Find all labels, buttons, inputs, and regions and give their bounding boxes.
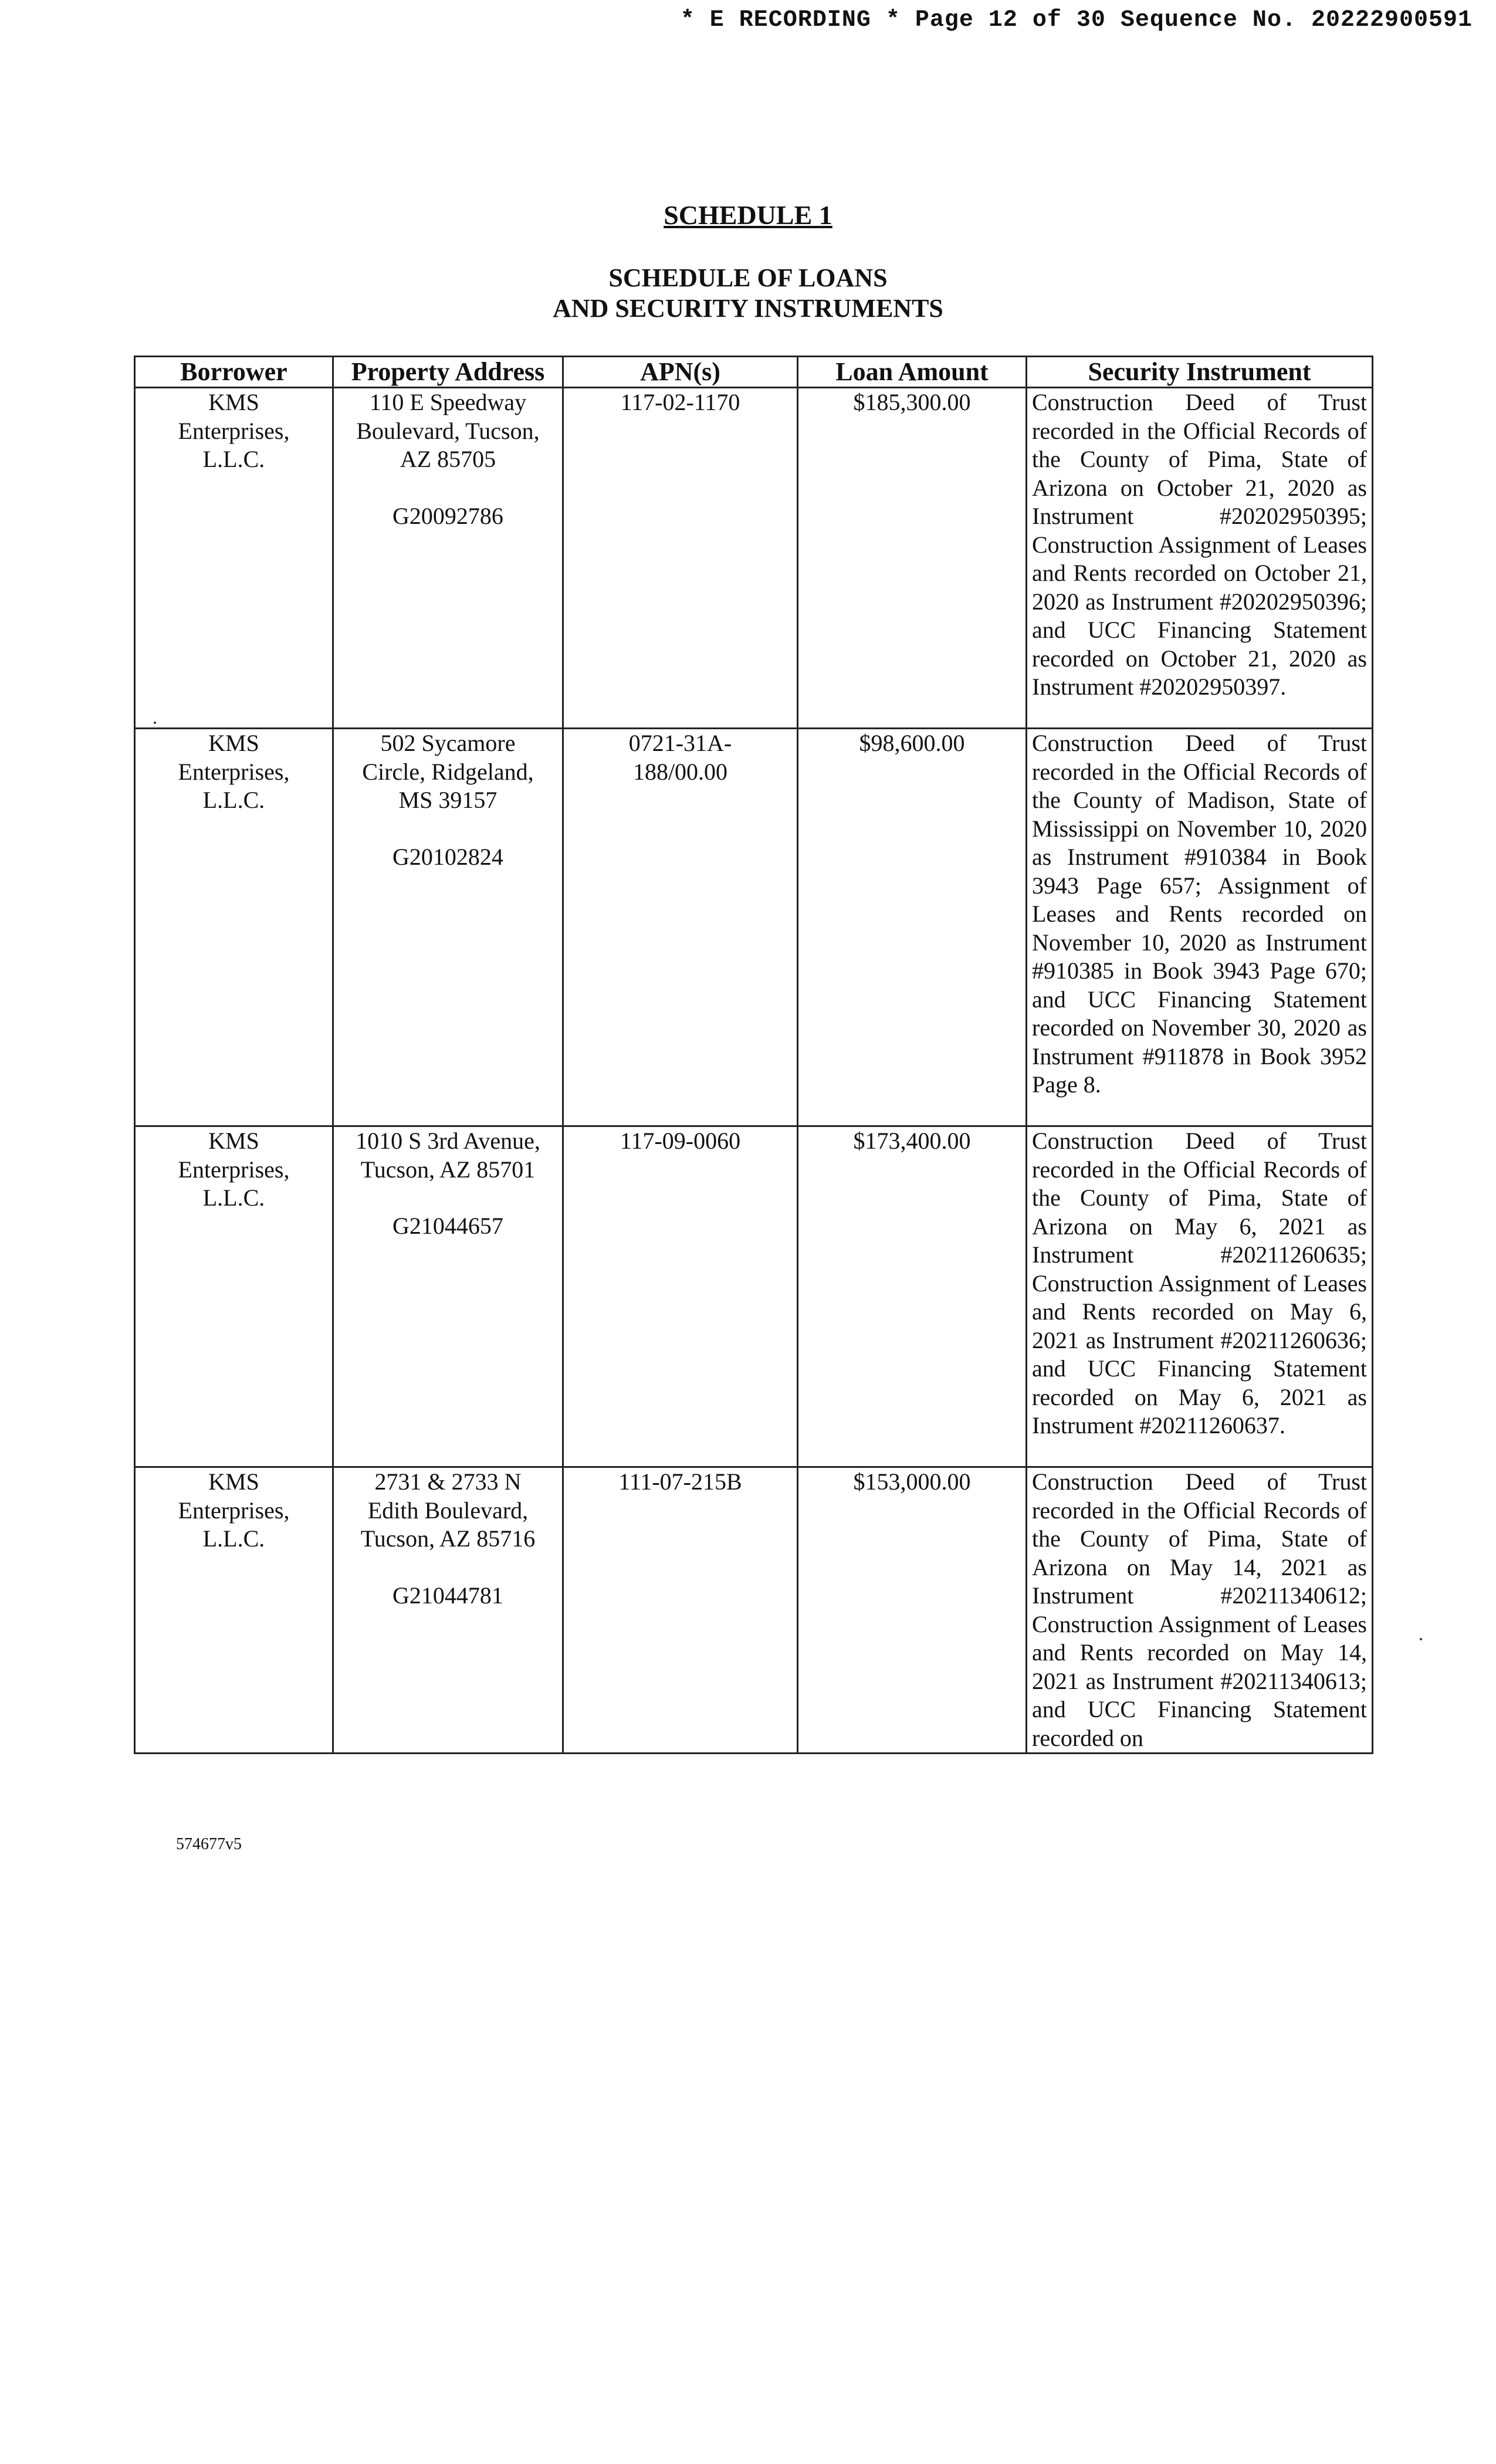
table-row	[135, 388, 1373, 729]
borrower-cell: KMS Enterprises, L.L.C.	[135, 729, 333, 1126]
security-instrument-cell: Construction Deed of Trust recorded in the Official Records of the County of Pima, State of Arizona on May 14, 2021 as Instrument #20211340612; Construction Assignment of Leases and Rents recorded on May 14, 2021 as Instrument #20211340613; and UCC Financing Statement recorded on	[1027, 1467, 1373, 1754]
schedule-title: SCHEDULE 1	[664, 200, 832, 230]
header-property-address: Property Address	[333, 357, 563, 388]
apn-cell: 117-09-0060	[563, 1126, 798, 1467]
borrower-cell: KMS Enterprises, L.L.C.	[135, 1126, 333, 1467]
table-row	[135, 729, 1373, 1126]
borrower-cell: KMS Enterprises, L.L.C.	[135, 388, 333, 729]
document-id: 574677v5	[176, 1835, 242, 1853]
apn-cell: 111-07-215B	[563, 1467, 798, 1754]
recording-header: * E RECORDING * Page 12 of 30 Sequence No. 20222900591	[680, 7, 1473, 33]
property-address-cell: 2731 & 2733 N Edith Boulevard, Tucson, AZ 85716 G21044781	[333, 1467, 563, 1754]
header-apns: APN(s)	[563, 357, 798, 388]
scan-speck	[1420, 1638, 1422, 1640]
borrower-cell: KMS Enterprises, L.L.C.	[135, 1467, 333, 1754]
subtitle-line-1: SCHEDULE OF LOANS	[608, 263, 888, 292]
security-instrument-cell: Construction Deed of Trust recorded in the Official Records of the County of Pima, State of Arizona on May 6, 2021 as Instrument #20211260635; Construction Assignment of Leases and Rents recorded on May 6, 2021 as Instrument #20211260636; and UCC Financing Statement recorded on May 6, 2021 as Instrument #20211260637.	[1027, 1126, 1373, 1467]
property-code: G20102824	[392, 843, 503, 870]
property-address-cell: 502 Sycamore Circle, Ridgeland, MS 39157 G20102824	[333, 729, 563, 1126]
apn-cell: 117-02-1170	[563, 388, 798, 729]
header-borrower: Borrower	[135, 357, 333, 388]
subtitle-line-2: AND SECURITY INSTRUMENTS	[553, 294, 943, 323]
property-code: G21044781	[392, 1582, 503, 1609]
property-code: G20092786	[392, 502, 503, 529]
property-address-cell: 110 E Speedway Boulevard, Tucson, AZ 85705 G20092786	[333, 388, 563, 729]
header-security-instrument: Security Instrument	[1027, 357, 1373, 388]
table-header-row	[135, 357, 1373, 388]
security-instrument-cell: Construction Deed of Trust recorded in the Official Records of the County of Madison, State of Mississippi on November 10, 2020 as Instrument #910384 in Book 3943 Page 657; Assignment of Leases and Rents recorded on November 10, 2020 as Instrument #910385 in Book 3943 Page 670; and UCC Financing Statement recorded on November 30, 2020 as Instrument #911878 in Book 3952 Page 8.	[1027, 729, 1373, 1126]
security-instrument-cell: Construction Deed of Trust recorded in the Official Records of the County of Pima, State of Arizona on October 21, 2020 as Instrument #20202950395; Construction Assignment of Leases and Rents recorded on October 21, 2020 as Instrument #20202950396; and UCC Financing Statement recorded on October 21, 2020 as Instrument #20202950397.	[1027, 388, 1373, 729]
loan-amount-cell: $185,300.00	[798, 388, 1027, 729]
header-loan-amount: Loan Amount	[798, 357, 1027, 388]
loan-amount-cell: $173,400.00	[798, 1126, 1027, 1467]
scan-speck	[154, 722, 156, 724]
loans-table	[134, 356, 1373, 1754]
loan-amount-cell: $98,600.00	[798, 729, 1027, 1126]
apn-cell: 0721-31A- 188/00.00	[563, 729, 798, 1126]
table-row	[135, 1467, 1373, 1754]
property-address-cell: 1010 S 3rd Avenue, Tucson, AZ 85701 G21044657	[333, 1126, 563, 1467]
loan-amount-cell: $153,000.00	[798, 1467, 1027, 1754]
table-row	[135, 1126, 1373, 1467]
property-code: G21044657	[392, 1213, 503, 1239]
